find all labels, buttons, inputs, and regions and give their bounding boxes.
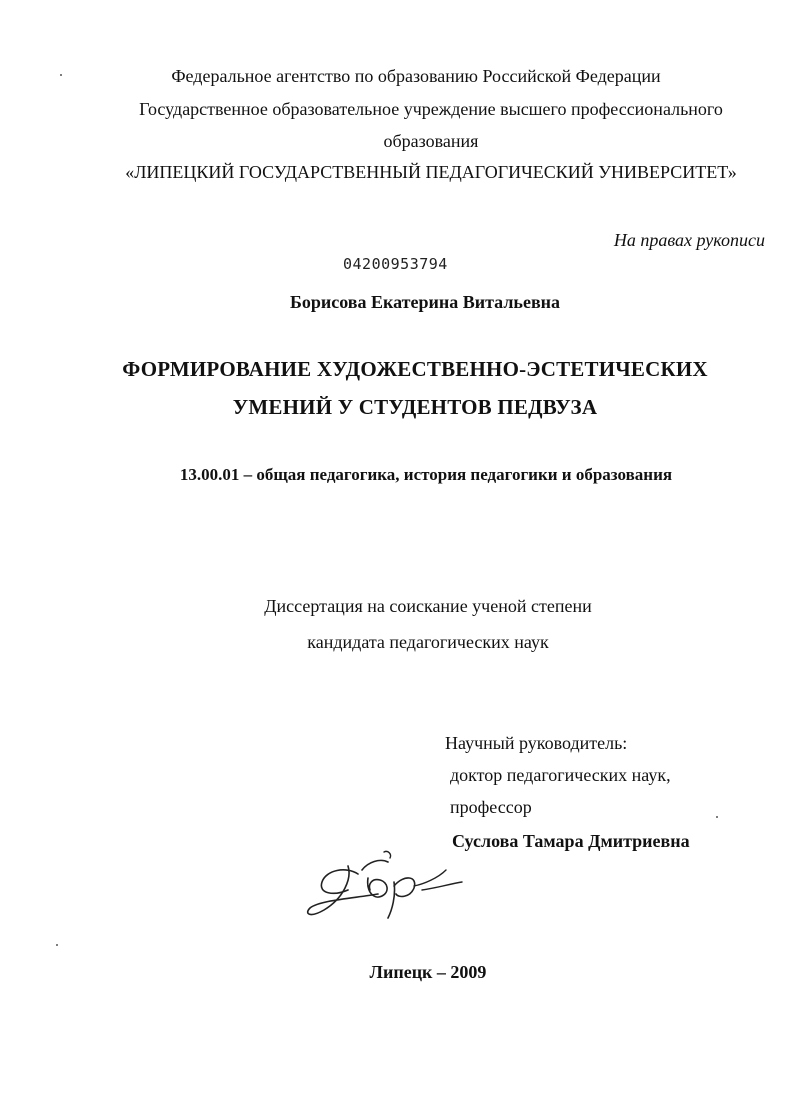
manuscript-note: На правах рукописи bbox=[613, 230, 765, 250]
scan-speck bbox=[56, 944, 58, 946]
degree-line-2: кандидата педагогических наук bbox=[307, 632, 549, 652]
author-name: Борисова Екатерина Витальевна bbox=[289, 292, 561, 312]
institution-line-1: Государственное образовательное учреждение высшего профессионального bbox=[139, 99, 723, 119]
scan-speck bbox=[716, 816, 718, 818]
supervisor-label: Научный руководитель: bbox=[445, 733, 628, 753]
supervisor-degree: доктор педагогических наук, bbox=[450, 765, 671, 785]
dissertation-title-line-1: ФОРМИРОВАНИЕ ХУДОЖЕСТВЕННО-ЭСТЕТИЧЕСКИХ bbox=[122, 357, 708, 381]
library-stamp-number: 04200953794 bbox=[343, 255, 448, 273]
institution-line-2: образования bbox=[383, 131, 479, 151]
degree-line-1: Диссертация на соискание ученой степени bbox=[264, 596, 592, 616]
supervisor-title: профессор bbox=[450, 797, 532, 817]
handwritten-signature bbox=[296, 848, 466, 928]
supervisor-name: Суслова Тамара Дмитриевна bbox=[452, 831, 690, 851]
university-name: «ЛИПЕЦКИЙ ГОСУДАРСТВЕННЫЙ ПЕДАГОГИЧЕСКИЙ УНИВЕРСИТЕТ» bbox=[125, 162, 737, 182]
dissertation-title-line-2: УМЕНИЙ У СТУДЕНТОВ ПЕДВУЗА bbox=[232, 395, 598, 419]
place-and-year: Липецк – 2009 bbox=[369, 962, 487, 982]
specialty-code: 13.00.01 – общая педагогика, история педагогики и образования bbox=[179, 465, 673, 484]
agency-line: Федеральное агентство по образованию Российской Федерации bbox=[171, 66, 661, 86]
